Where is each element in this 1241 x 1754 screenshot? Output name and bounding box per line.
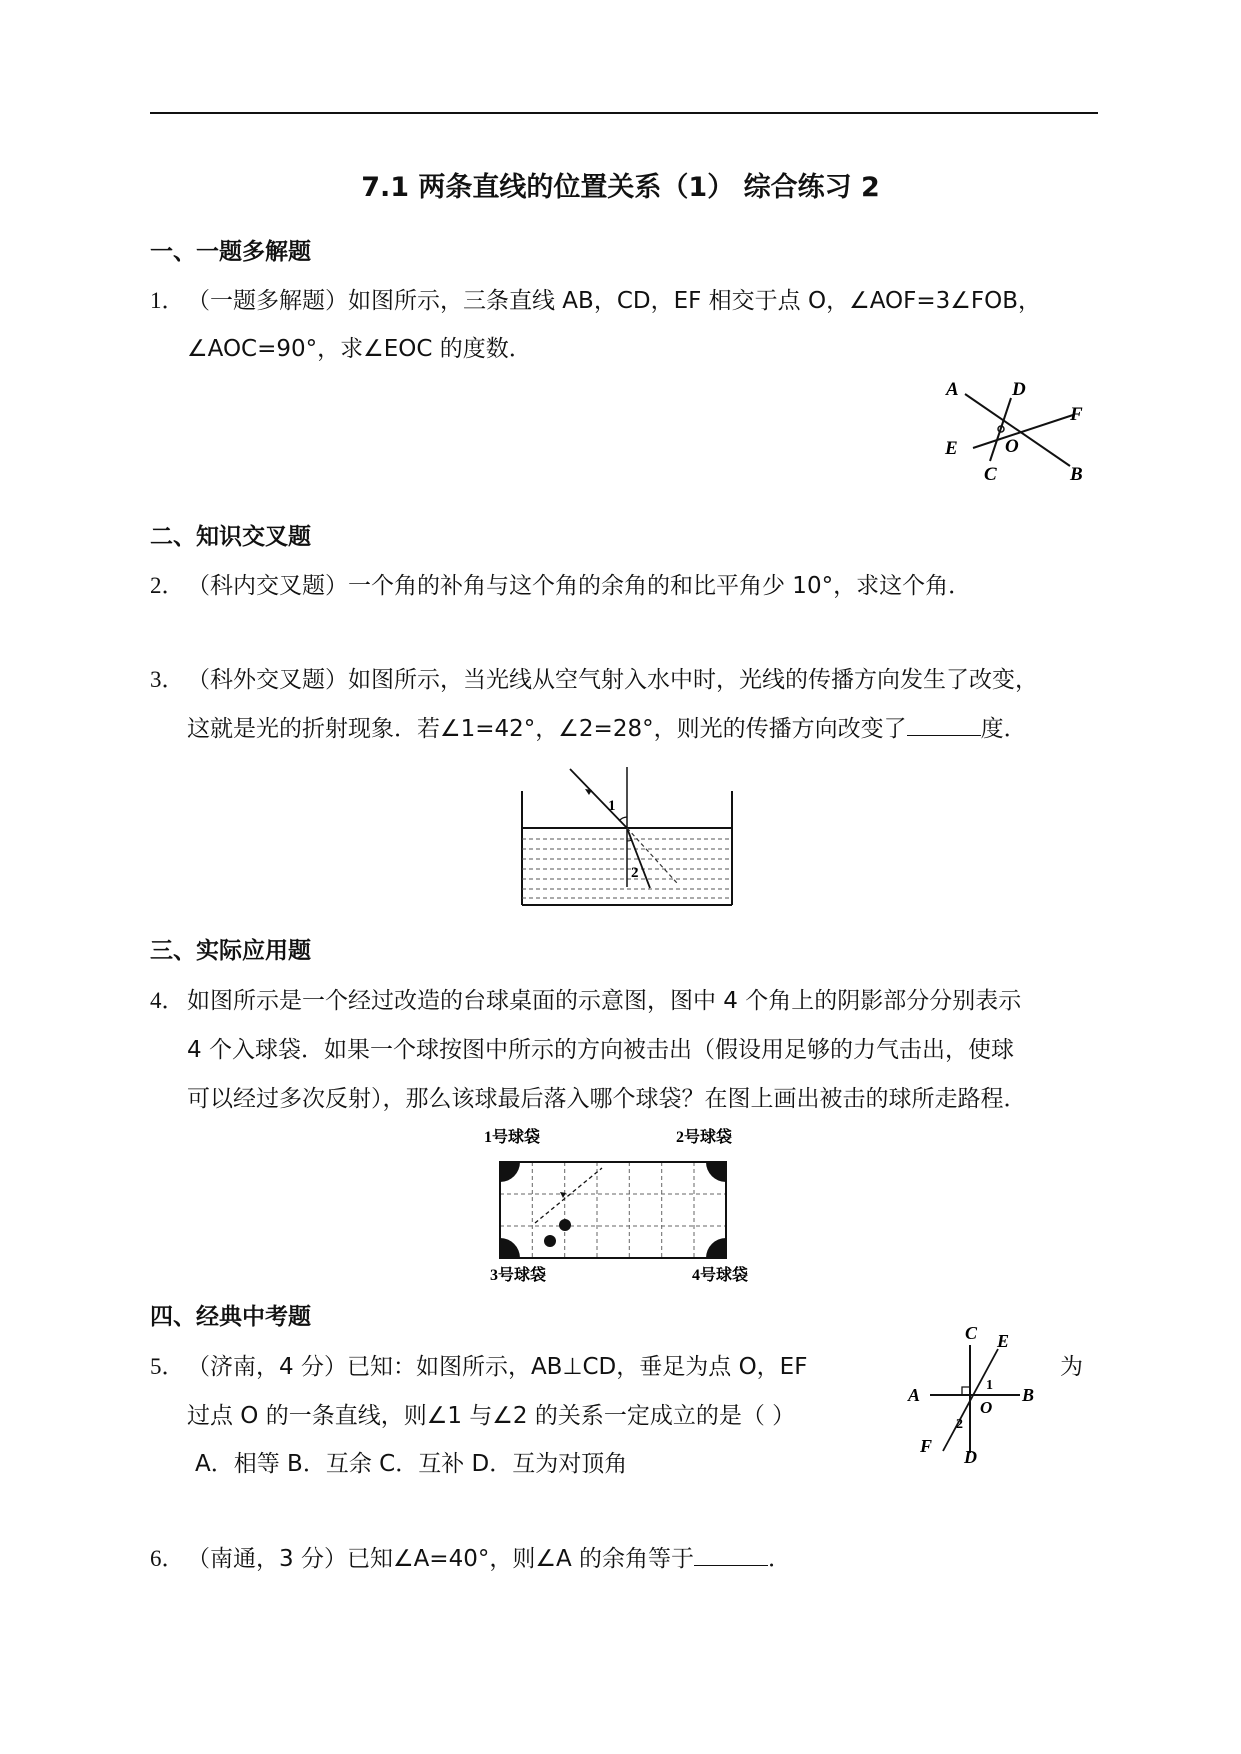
label-b: B [1022,1385,1035,1405]
ball-2 [544,1235,556,1247]
label-f: F [1070,404,1083,425]
label-b: B [1070,464,1083,484]
question-5-line-2: 过点 O 的一条直线，则∠1 与∠2 的关系一定成立的是（ ） [187,1403,796,1429]
question-6-line-1 [187,1540,791,1573]
label-o: O [980,1398,993,1417]
question-1-line-2: ∠AOC=90°，求∠EOC 的度数． [187,336,532,362]
figure-perpendicular-lines [900,1325,1050,1465]
question-4-line-3: 可以经过多次反射），那么该球最后落入哪个球袋？在图上画出被击的球所走路程． [187,1086,1027,1112]
incident-ray [570,769,627,828]
question-number-1: 1． [150,288,185,313]
question-2-line-1: （科内交叉题）一个角的补角与这个角的余角的和比平角少 10°，求这个角． [187,573,972,599]
question-4-line-2: 4 个入球袋．如果一个球按图中所示的方向被击出（假设用足够的力气击出，使球 [187,1037,1014,1063]
label-a: A [946,379,959,400]
answer-blank-6[interactable] [694,1545,768,1566]
question-3-line-1: （科外交叉题）如图所示，当光线从空气射入水中时，光线的传播方向发生了改变， [187,667,1038,693]
header-rule [150,112,1098,114]
question-number-3: 3． [150,667,185,692]
shot-direction [535,1168,602,1223]
angle-1-label: 1 [986,1378,993,1393]
figure-three-lines [940,378,1100,484]
question-6-text: （南通，3 分）已知∠A=40°，则∠A 的余角等于 [187,1546,694,1572]
figure-refraction [512,765,736,907]
question-5-line-1: （济南，4 分）已知：如图所示，AB⊥CD，垂足为点 O，EF [187,1354,808,1380]
table-grid [500,1162,726,1258]
right-angle-mark [962,1387,970,1395]
pocket-3 [500,1238,520,1258]
question-5-line-1-end: 为 [1060,1354,1083,1380]
section-heading-3: 三、实际应用题 [150,938,311,964]
pocket-2 [706,1162,726,1182]
page-title: 7.1 两条直线的位置关系（1） 综合练习 2 [361,172,880,203]
answer-blank-3[interactable] [907,715,981,736]
question-1-line-1: （一题多解题）如图所示，三条直线 AB，CD，EF 相交于点 O，∠AOF=3∠FOB， [187,288,1041,314]
pocket-4 [706,1238,726,1258]
label-c: C [984,464,997,484]
question-5-options: A．相等 B．互余 C．互补 D．互为对顶角 [195,1451,628,1477]
label-d: D [964,1447,977,1465]
section-heading-2: 二、知识交叉题 [150,524,311,550]
pocket-2-label: 2号球袋 [676,1129,733,1146]
pocket-3-label: 3号球袋 [490,1267,547,1284]
ray-arrow-icon [585,789,592,795]
label-c: C [965,1325,978,1343]
angle-2-label: 2 [956,1417,963,1432]
pocket-1-label: 1号球袋 [484,1129,541,1146]
question-number-6: 6． [150,1546,185,1571]
question-3-line-2 [187,710,1027,743]
label-d: D [1012,379,1026,400]
pocket-4-label: 4号球袋 [692,1267,749,1284]
section-heading-4: 四、经典中考题 [150,1304,311,1330]
pocket-1 [500,1162,520,1182]
table-border [500,1162,726,1258]
figure-billiard-table [480,1125,770,1285]
section-heading-1: 一、一题多解题 [150,239,311,265]
angle-1-label: 1 [608,798,616,814]
label-o: O [1005,436,1019,457]
ball [559,1219,571,1231]
question-3-line-2-end: 度． [980,716,1027,742]
label-e: E [997,1331,1010,1351]
label-a: A [908,1385,921,1405]
question-number-4: 4． [150,988,185,1013]
question-number-5: 5． [150,1354,185,1379]
angle-2-label: 2 [631,865,639,881]
question-3-line-2-text: 这就是光的折射现象．若∠1=42°，∠2=28°，则光的传播方向改变了 [187,716,907,742]
label-f: F [920,1436,933,1456]
question-4-line-1: 如图所示是一个经过改造的台球桌面的示意图，图中 4 个角上的阴影部分分别表示 [187,988,1022,1014]
label-e: E [945,438,958,459]
line-ef [973,415,1073,448]
question-number-2: 2． [150,573,185,598]
question-6-end: ． [768,1546,791,1572]
